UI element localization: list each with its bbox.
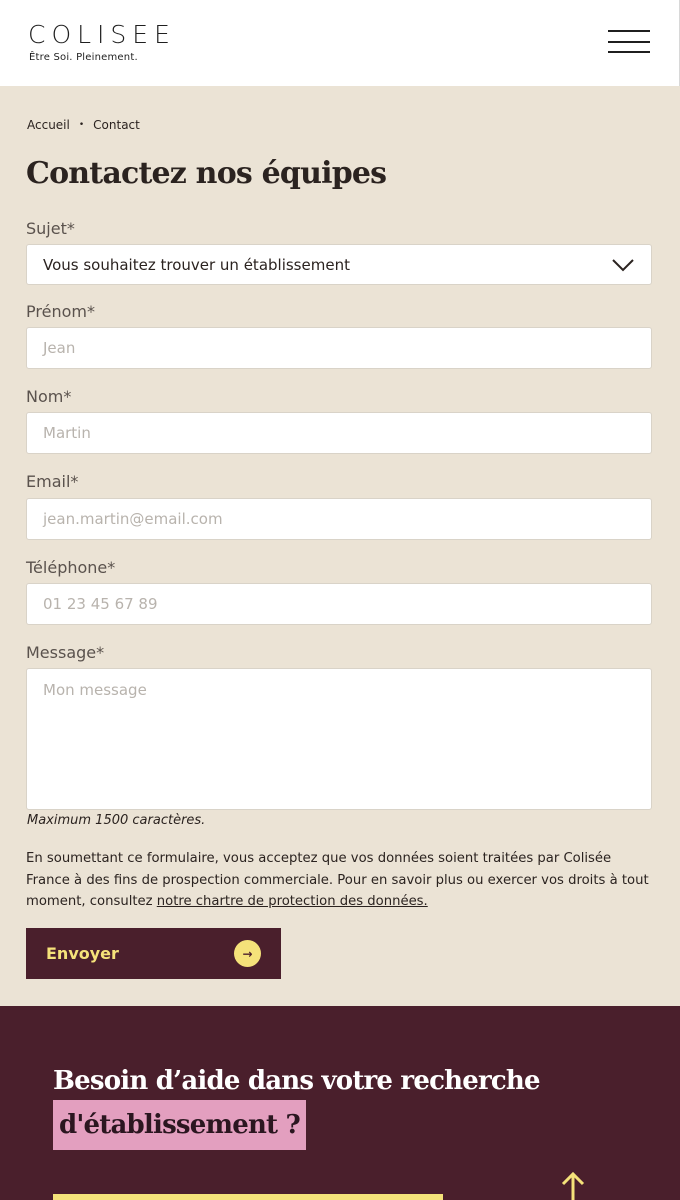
site-header [0, 0, 680, 86]
menu-icon[interactable] [608, 30, 650, 54]
consent-body: En soumettant ce formulaire, vous acceptez que vos données soient traitées par Colisée France à des fins de prospection commerciale. Pour en savoir plus ou exercer vos droits à tout moment, consultez [26, 851, 649, 909]
lastname-label: Nom* [26, 387, 72, 406]
breadcrumb-separator: • [78, 120, 85, 130]
submit-button-label: Envoyer [46, 944, 119, 963]
phone-label: Téléphone* [26, 558, 116, 577]
submit-button[interactable] [26, 928, 281, 979]
arrow-right-icon: → [234, 940, 261, 967]
help-title-line1: Besoin d’aide dans votre recherche [53, 1066, 540, 1096]
subject-label: Sujet* [26, 219, 75, 238]
lastname-input[interactable]: Martin [26, 412, 652, 454]
email-label: Email* [26, 472, 79, 491]
brand-tagline: Être Soi. Pleinement. [29, 52, 138, 63]
brand-logo[interactable]: COLISEE [28, 20, 176, 49]
subject-select-value: Vous souhaitez trouver un établissement [43, 255, 350, 274]
subject-select[interactable] [26, 244, 652, 285]
firstname-input[interactable]: Jean [26, 327, 652, 369]
help-section [0, 1006, 680, 1200]
arrow-up-icon[interactable] [558, 1170, 588, 1200]
phone-input[interactable]: 01 23 45 67 89 [26, 583, 652, 625]
message-length-hint: Maximum 1500 caractères. [27, 813, 206, 828]
breadcrumb-current: Contact [93, 118, 140, 132]
message-textarea[interactable]: Mon message [26, 668, 652, 810]
firstname-label: Prénom* [26, 302, 95, 321]
privacy-policy-link[interactable]: notre chartre de protection des données. [156, 894, 428, 909]
consent-text [26, 848, 656, 913]
page-title: Contactez nos équipes [26, 156, 387, 191]
email-input[interactable]: jean.martin@email.com [26, 498, 652, 540]
chevron-down-icon [611, 258, 635, 272]
message-label: Message* [26, 643, 105, 662]
breadcrumb [27, 118, 140, 132]
breadcrumb-home-link[interactable]: Accueil [27, 118, 70, 132]
help-cta-bar[interactable] [53, 1194, 443, 1200]
help-title-highlight: d'établissement ? [53, 1100, 306, 1150]
